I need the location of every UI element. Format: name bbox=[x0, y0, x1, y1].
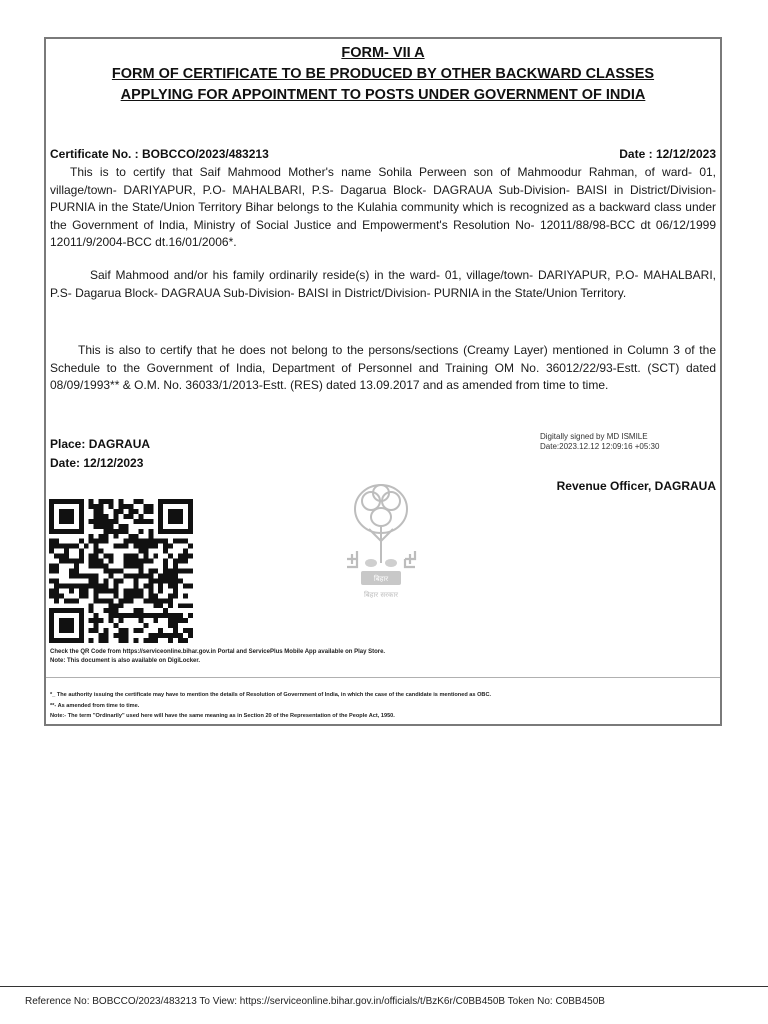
qr-note-line-1: Check the QR Code from https://serviceonline.bihar.gov.in Portal and ServicePlus Mobile App available on Play Store. bbox=[50, 649, 386, 655]
reference-line: Reference No: BOBCCO/2023/483213 To View: https://serviceonline.bihar.gov.in/officials/t/BzK6r/C0BB450B Token No: C0BB450B bbox=[25, 996, 605, 1007]
digital-signature-name: Digitally signed by MD ISMILE bbox=[540, 432, 648, 441]
form-title-line-1: FORM OF CERTIFICATE TO BE PRODUCED BY OTHER BACKWARD CLASSES bbox=[111, 66, 655, 82]
emblem-caption-text: बिहार सरकार bbox=[363, 591, 399, 599]
digital-signature-date: Date:2023.12.12 12:09:16 +05:30 bbox=[540, 442, 660, 451]
footnotes bbox=[50, 690, 491, 722]
qr-note-line-2: Note: This document is also available on DigiLocker. bbox=[50, 658, 201, 664]
certificate-number: Certificate No. : BOBCCO/2023/483213 bbox=[50, 147, 269, 161]
certificate-frame bbox=[44, 37, 722, 726]
certificate-date: Date : 12/12/2023 bbox=[619, 147, 716, 161]
emblem-badge-text: बिहार bbox=[373, 575, 389, 583]
footnote-divider bbox=[46, 677, 720, 678]
qr-verification-note bbox=[50, 648, 385, 666]
footnote-2: **- As amended from time to time. bbox=[50, 702, 140, 709]
issuing-officer: Revenue Officer, DAGRAUA bbox=[556, 479, 716, 493]
form-title-line-2: APPLYING FOR APPOINTMENT TO POSTS UNDER GOVERNMENT OF INDIA bbox=[120, 87, 646, 103]
certificate-paragraph-residence: Saif Mahmood and/or his family ordinarily reside(s) in the ward- 01, village/town- DARIYAPUR, P.O- MAHALBARI, P.S- Dagarua Block- DAGRAUA Sub-Division- BAISI in District/Division- PURNIA in the State/Union Territory. bbox=[50, 268, 716, 300]
qr-code-icon[interactable] bbox=[49, 499, 193, 643]
certificate-header-row bbox=[50, 147, 716, 161]
footnote-3: Note:- The term "Ordinarily" used here will have the same meaning as in Section 20 of the Representation of the People Act, 1950. bbox=[50, 713, 395, 719]
place-date-label: Date: 12/12/2023 bbox=[50, 456, 144, 470]
footnote-1: *_ The authority issuing the certificate may have to mention the details of Resolution of Government of India, in which the case of the candidate is mentioned as OBC. bbox=[50, 692, 492, 698]
certificate-paragraph-creamy-layer: This is also to certify that he does not belong to the persons/sections (Creamy Layer) mentioned in Column 3 of the Schedule to the Government of India, Department of Personnel and Training OM No. 36012/22/93-Estt. (SCT) dated 08/09/1993** & O.M. No. 36033/1/2013-Estt. (RES) dated 13.09.2017 and as amended from time to time. bbox=[50, 343, 716, 393]
bihar-emblem-icon bbox=[341, 471, 421, 606]
digital-signature bbox=[540, 432, 659, 452]
certificate-paragraph-community: This is to certify that Saif Mahmood Mother's name Sohila Perween son of Mahmoodur Rahman, of ward- 01, village/town- DARIYAPUR, P.O- MAHALBARI, P.S- Dagarua Block- DAGRAUA Sub-Division- BAISI in District/Division- PURNIA in the State/Union Territory Bihar belongs to the Kulahia community which is recognized as a backward class under the Government of India, Ministry of Social Justice and Empowerment's Resolution No- 12011/88/98-BCC dt 06/12/1999 12011/9/2004-BCC dt.16/01/2006*. bbox=[50, 165, 716, 250]
form-number: FORM- VII A bbox=[341, 45, 425, 61]
reference-divider bbox=[0, 986, 768, 987]
place-label: Place: DAGRAUA bbox=[50, 437, 151, 451]
